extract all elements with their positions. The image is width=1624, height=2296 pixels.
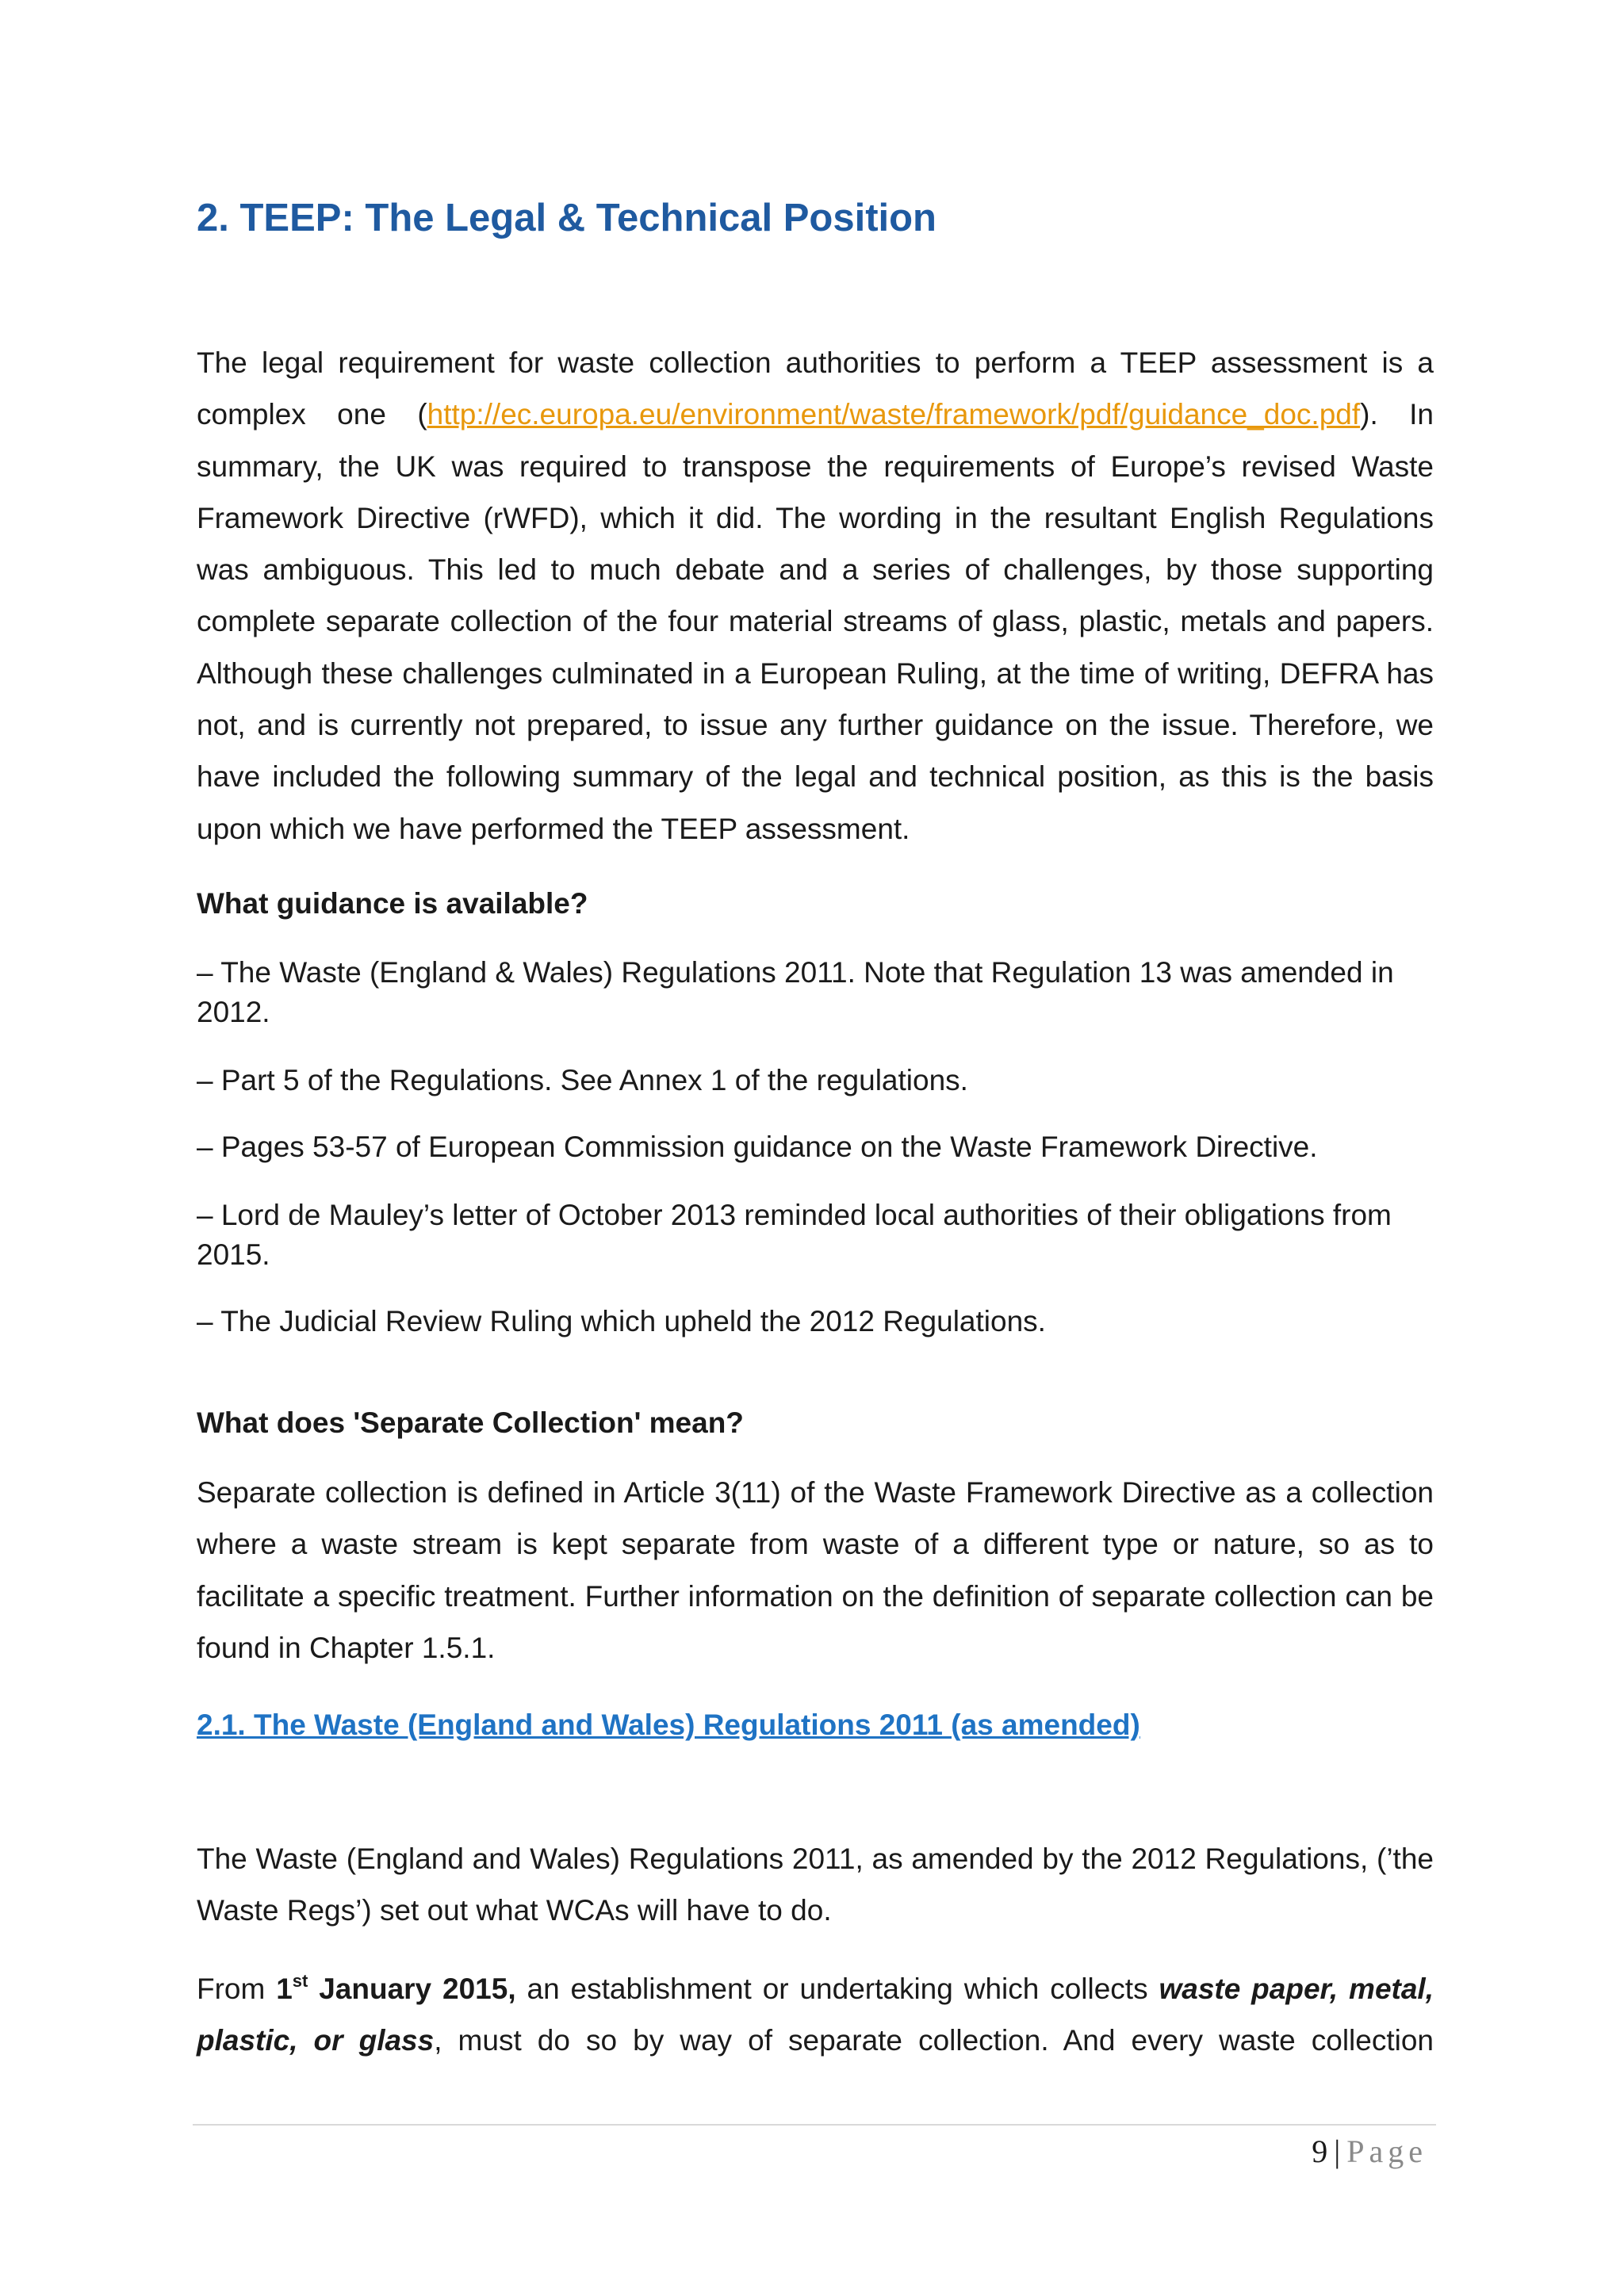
from-text: From <box>197 1973 277 2005</box>
guidance-item-2: – Part 5 of the Regulations. See Annex 1 of the regulations. <box>197 1064 968 1096</box>
collects-text: an establishment or undertaking which collects <box>515 1973 1159 2005</box>
from-2015-paragraph <box>197 1963 1434 2067</box>
page-footer <box>1312 2130 1427 2174</box>
page-label: Page <box>1346 2133 1427 2169</box>
separate-collection-text: , must do so by way of separate collection. And every waste collection <box>434 2024 1434 2057</box>
intro-paragraph <box>197 337 1434 855</box>
subsection-heading-2-1[interactable]: 2.1. The Waste (England and Wales) Regulations 2011 (as amended) <box>197 1709 1140 1741</box>
intro-text-before-link: The legal requirement for waste collection authorities to perform a TEEP assessment is a complex one ( <box>197 346 1434 431</box>
separate-collection-paragraph: Separate collection is defined in Article 3(11) of the Waste Framework Directive as a collection where a waste stream is kept separate from waste of a different type or nature, so as to facilitate a specific treatment. Further information on the definition of separate collection can be found in Chapter 1.5.1. <box>197 1476 1434 1664</box>
date-rest: January 2015, <box>308 1973 516 2005</box>
guidance-heading: What guidance is available? <box>197 887 588 920</box>
date-suffix: st <box>292 1970 308 1991</box>
waste-regs-paragraph: The Waste (England and Wales) Regulations 2011, as amended by the 2012 Regulations, (’the Waste Regs’) set out what WCAs will have to do. <box>197 1843 1434 1927</box>
guidance-doc-link[interactable]: http://ec.europa.eu/environment/waste/framework/pdf/guidance_doc.pdf <box>427 398 1361 431</box>
date-bold <box>276 1970 516 2005</box>
page-number: 9 <box>1312 2133 1328 2169</box>
footer-divider <box>193 2124 1436 2126</box>
footer-separator: | <box>1334 2133 1341 2169</box>
section-heading: 2. TEEP: The Legal & Technical Position <box>197 197 936 239</box>
date-day: 1 <box>276 1973 293 2005</box>
guidance-item-4: – Lord de Mauley’s letter of October 2013 reminded local authorities of their obligations from 2015. <box>197 1199 1392 1271</box>
guidance-item-5: – The Judicial Review Ruling which upheld the 2012 Regulations. <box>197 1305 1046 1337</box>
guidance-item-3: – Pages 53-57 of European Commission guidance on the Waste Framework Directive. <box>197 1131 1318 1163</box>
separate-collection-heading: What does 'Separate Collection' mean? <box>197 1406 744 1439</box>
materials-emphasis: waste paper, metal, plastic, or glass <box>197 1973 1434 2057</box>
guidance-item-1: – The Waste (England & Wales) Regulations 2011. Note that Regulation 13 was amended in 2012. <box>197 956 1394 1028</box>
intro-text-after-link: ). In summary, the UK was required to transpose the requirements of Europe’s revised Waste Framework Directive (rWFD), which it did. The wording in the resultant English Regulations was ambiguous. This led to much debate and a series of challenges, by those supporting complete separate collection of the four material streams of glass, plastic, metals and papers. Although these challenges culminated in a European Ruling, at the time of writing, DEFRA has not, and is currently not prepared, to issue any further guidance on the issue. Therefore, we have included the following summary of the legal and technical position, as this is the basis upon which we have performed the TEEP assessment. <box>197 398 1434 845</box>
